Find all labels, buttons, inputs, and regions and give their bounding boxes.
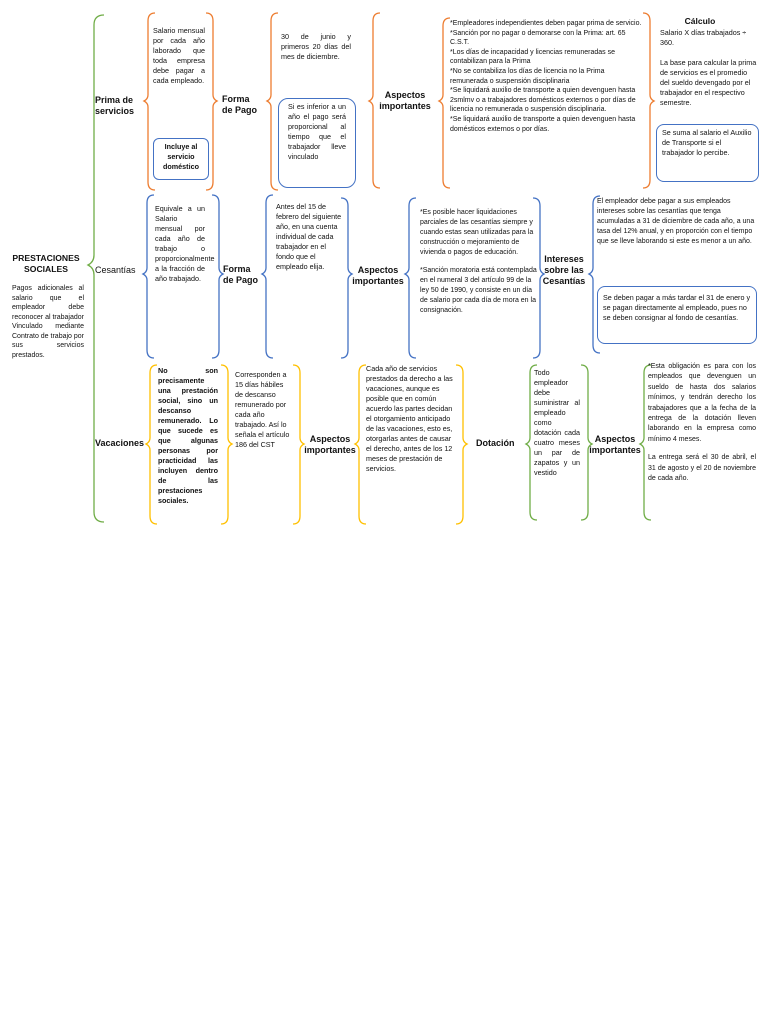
vacaciones-aspectos2-list — [648, 362, 756, 484]
vacaciones-definition-close — [221, 365, 232, 524]
prima-forma-pago-text: 30 de junio y primeros 20 días del mes de diciembre. — [281, 32, 351, 61]
prima-calculo-text: La base para calcular la prima de servicios es el promedio del sueldo devengado por el trabajador en el respectivo semestre. — [660, 58, 757, 107]
prima-forma-pago-box-text: Si es inferior a un año el pago será proporcional al tiempo que el trabajador lleve vinculado — [288, 102, 346, 161]
vacaciones-dotacion-text: Todo empleador debe suministrar al empleado como dotación cada cuatro meses un par de zapatos y un vestido — [534, 368, 580, 477]
prima-aspecto-6: *Se liquidará auxilio de transporte a quien devenguen hasta domésticos externos o por días. — [450, 115, 636, 133]
cesantias-pago-bracket — [262, 195, 273, 358]
vacaciones-definition: No son precisamente una prestación social, sino un descanso remunerado. Lo que sucede es que algunas personas por practicidad las incluyen dentro de las prestaciones sociales. — [158, 366, 218, 505]
prima-aspecto-4: *No se contabiliza los días de licencia no la Prima remunerada o suspensión disciplinaria — [450, 67, 605, 85]
prima-calculo-box-text: Se suma al salario el Auxilio de Transporte si el trabajador lo percibe. — [662, 128, 752, 157]
prima-aspecto-1: *Empleadores independientes deben pagar prima de servicio. — [450, 20, 642, 27]
cesantias-definition-bracket — [143, 195, 154, 358]
branch-vacaciones: Vacaciones — [95, 438, 145, 448]
root-description: Pagos adicionales al salario que el empleador debe reconocer al trabajador Vinculado mediante Contrato de trabajo por sus servicios prestados. — [12, 285, 84, 359]
prima-forma-pago-label: Forma de Pago — [222, 94, 258, 115]
prima-forma-pago-box — [278, 98, 356, 188]
prima-aspecto-3: *Los días de incapacidad y licencias remuneradas se contabilizan para la Prima — [450, 48, 615, 66]
cesantias-forma-pago-label: Forma de Pago — [223, 264, 259, 285]
cesantias-aspecto-2: *Sanción moratoria está contemplada en el numeral 3 del artículo 99 de la ley 50 de 1990, y consiste en un día de salario por cada día de mora en la consignación. — [420, 267, 537, 314]
vacaciones-aspecto2-2: La entrega será el 30 de abril, el 31 de agosto y el 20 de noviembre de cada año. — [648, 454, 756, 483]
prima-calculo-formula: Salario X días trabajados ÷ 360. — [660, 28, 747, 47]
prima-pago-bracket — [267, 13, 278, 190]
cesantias-forma-pago-text: Antes del 15 de febrero del siguiente año, en una cuenta individual de cada trabajador en el fondo que el empleado elija. — [276, 202, 342, 271]
cesantias-aspecto-1: *Es posible hacer liquidaciones parciales de las cesantías siempre y cuando estas sean utilizadas para la construcción o mejoramiento de vivienda o pagos de educación. — [420, 209, 534, 256]
vacaciones-aspecto2-1: *Esta obligación es para con los empleados que devenguen un sueldo de hasta dos salarios mínimos, y tendrán derecho los trabajadores que a la fecha de la entrega de la dotación lleven laborando en la empresa como mínimo 4 meses. — [648, 363, 756, 443]
vacaciones-aspectos2-label: Aspectos importantes — [589, 434, 641, 455]
cesantias-definition: Equivale a un Salario mensual por cada año de trabajo o proporcionalmente a la fracción de año trabajado. — [155, 204, 215, 283]
vacaciones-aspectos-label: Aspectos importantes — [304, 434, 356, 455]
cesantias-intereses-text: El empleador debe pagar a sus empleados intereses sobre las cesantías que tenga acumuladas a 31 de diciembre de cada año, a una tasa del 12% anual, y en proporción con el tiempo que se lleve laborando si este es menor a un año. — [597, 198, 755, 245]
cesantias-intereses-box — [597, 286, 757, 344]
vacaciones-dotacion-label: Dotación — [476, 438, 515, 448]
prima-definition: Salario mensual por cada año laborado que toda empresa debe pagar a cada empleado. — [153, 26, 205, 85]
prima-aspectos-label: Aspectos importantes — [379, 90, 431, 111]
prima-calculo-box — [656, 124, 759, 182]
prima-includes-box — [153, 138, 209, 180]
branch-prima-de-servicios: Prima de servicios — [95, 95, 135, 116]
cesantias-intereses-box-text: Se deben pagar a más tardar el 31 de enero y se pagan directamente al empleado, pues no se deben consignar al fondo de cesantías. — [603, 293, 751, 322]
prima-aspecto-5: *Se liquidará auxilio de transporte a quien devenguen hasta 2smlmv o a trabajadores domésticos externos o por días de licencia no remunerada o suspensión disciplinaria. — [450, 87, 636, 114]
prima-aspectos-close — [643, 13, 654, 188]
prima-calculo-title: Cálculo — [684, 16, 716, 26]
vacaciones-aspectos-text: Cada año de servicios prestados da derecho a las vacaciones, aunque es posible que en común acuerdo las partes decidan el otorgamiento anticipado de las vacaciones, esto es, otorgarlas antes de causar el derecho, antes de los 12 meses de prestación de servicios. — [366, 364, 453, 473]
prima-aspectos-open — [439, 18, 450, 188]
cesantias-aspectos-label: Aspectos importantes — [352, 265, 404, 286]
vacaciones-descanso-text: Corresponden a 15 días hábiles de descanso remunerado por cada año trabajado. Así lo señala el artículo 186 del CST — [235, 370, 290, 449]
prima-includes-text: Incluye al servicio doméstico — [163, 142, 199, 171]
cesantias-aspectos-list — [420, 208, 538, 316]
cesantias-intereses-label: Intereses sobre las Cesantías — [542, 254, 586, 286]
cesantias-definition-close — [212, 195, 223, 358]
prima-aspecto-2: *Sanción por no pagar o demorarse con la Prima: art. 65 C.S.T. — [450, 29, 626, 47]
branch-cesantias: Cesantías — [95, 265, 136, 275]
root-title: PRESTACIONES SOCIALES — [12, 253, 80, 274]
prima-aspectos-list — [450, 19, 642, 134]
